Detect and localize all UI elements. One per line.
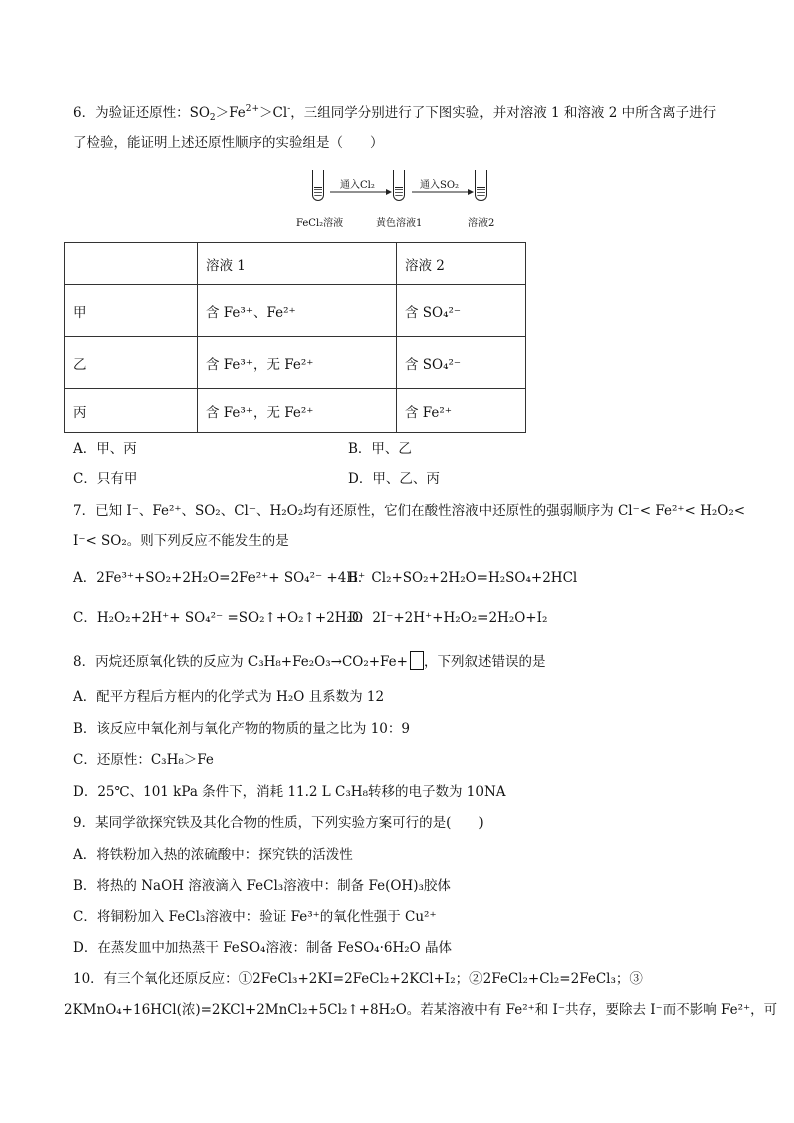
tube1-label: FeCl₂溶液 [296,218,344,229]
q9-option-c[interactable]: C．将铜粉加入 FeCl₃溶液中：验证 Fe³⁺的氧化性强于 Cu²⁺ [73,909,437,925]
q8-option-a[interactable]: A．配平方程后方框内的化学式为 H₂O 且系数为 12 [73,689,385,705]
table-header-row [65,243,526,285]
q9-option-d[interactable]: D．在蒸发皿中加热蒸干 FeSO₄溶液：制备 FeSO₄·6H₂O 晶体 [73,940,453,956]
answer-box-icon [410,651,424,670]
arrow2-label: 通入SO₂ [420,180,460,191]
q8-option-c[interactable]: C．还原性：C₃H₈＞Fe [73,752,214,768]
table-cell: 含 Fe²⁺ [397,389,526,433]
table-cell: 含 Fe³⁺，无 Fe²⁺ [198,389,397,433]
q6-option-b[interactable]: B．甲、乙 [348,441,412,457]
q8-stem-post: ，下列叙述错误的是 [424,654,546,670]
table-header-cell [65,243,198,285]
q8-stem [73,651,546,672]
tube3-label: 溶液2 [468,218,495,229]
table-cell-group: 乙 [65,337,198,389]
q6-stem-line2: 了检验，能证明上述还原性顺序的实验组是（ ） [73,135,384,151]
q6-stem-line1: 6．为验证还原性：$SO_2>Fe^{2+}>Cl^-$，三组同学分别进行了下图实验，并对溶液 1 和溶液 2 中所含离子进行 [73,104,717,123]
arrow1-label: 通入Cl₂ [340,180,375,191]
q10-stem-line2: 2KMnO₄+16HCl(浓)=2KCl+2MnCl₂+5Cl₂↑+8H₂O。若某溶液中有 Fe²⁺和 I⁻共存，要除去 I⁻而不影响 Fe²⁺，可 [64,1002,778,1018]
q7-stem-line2: I⁻< SO₂。则下列反应不能发生的是 [73,533,289,549]
table-row [65,337,526,389]
table-cell-group: 丙 [65,389,198,433]
table-cell: 含 Fe³⁺，无 Fe²⁺ [198,337,397,389]
q7-option-a[interactable]: A．2Fe³⁺+SO₂+2H₂O=2Fe²⁺+ SO₄²⁻ +4H⁺ [73,570,366,586]
tube2-label: 黄色溶液1 [376,218,423,229]
q9-option-b[interactable]: B．将热的 NaOH 溶液滴入 FeCl₃溶液中：制备 Fe(OH)₃胶体 [73,878,451,894]
q7-stem-line1: 7．已知 I⁻、Fe²⁺、SO₂、Cl⁻、H₂O₂均有还原性，它们在酸性溶液中还原性的强弱顺序为 Cl⁻< Fe²⁺< H₂O₂< [73,503,746,519]
table-cell: 含 SO₄²⁻ [397,337,526,389]
q10-stem-line1: 10．有三个氧化还原反应：①2FeCl₃+2KI=2FeCl₂+2KCl+I₂；②2FeCl₂+Cl₂=2FeCl₃；③ [73,971,643,987]
q7-option-b[interactable]: B．Cl₂+SO₂+2H₂O=H₂SO₄+2HCl [348,570,578,586]
q6-option-a[interactable]: A．甲、丙 [73,441,137,457]
table-cell: 含 SO₄²⁻ [397,285,526,337]
q6-option-c[interactable]: C．只有甲 [73,471,138,487]
q9-stem: 9．某同学欲探究铁及其化合物的性质，下列实验方案可行的是( ) [73,815,484,831]
test-tube-1-icon [312,170,324,201]
q7-option-d[interactable]: D．2I⁻+2H⁺+H₂O₂=2H₂O+I₂ [348,610,548,626]
table-row [65,389,526,433]
q6-option-d[interactable]: D．甲、乙、丙 [348,471,440,487]
q8-option-b[interactable]: B．该反应中氧化剂与氧化产物的物质的量之比为 10：9 [73,721,410,737]
table-cell: 含 Fe³⁺、Fe²⁺ [198,285,397,337]
q7-option-c[interactable]: C．H₂O₂+2H⁺+ SO₄²⁻ =SO₂↑+O₂↑+2H₂O [73,610,364,626]
q8-stem-pre: 8．丙烷还原氧化铁的反应为 C₃H₈+Fe₂O₃→CO₂+Fe+ [73,654,408,670]
table-cell-group: 甲 [65,285,198,337]
q9-option-a[interactable]: A．将铁粉加入热的浓硫酸中：探究铁的活泼性 [73,847,353,863]
q8-option-d[interactable]: D．25℃、101 kPa 条件下，消耗 11.2 L C₃H₈转移的电子数为 10NA [73,784,506,800]
table-row [65,285,526,337]
q6-table [64,242,526,433]
table-header-cell: 溶液 1 [198,243,397,285]
table-header-cell: 溶液 2 [397,243,526,285]
